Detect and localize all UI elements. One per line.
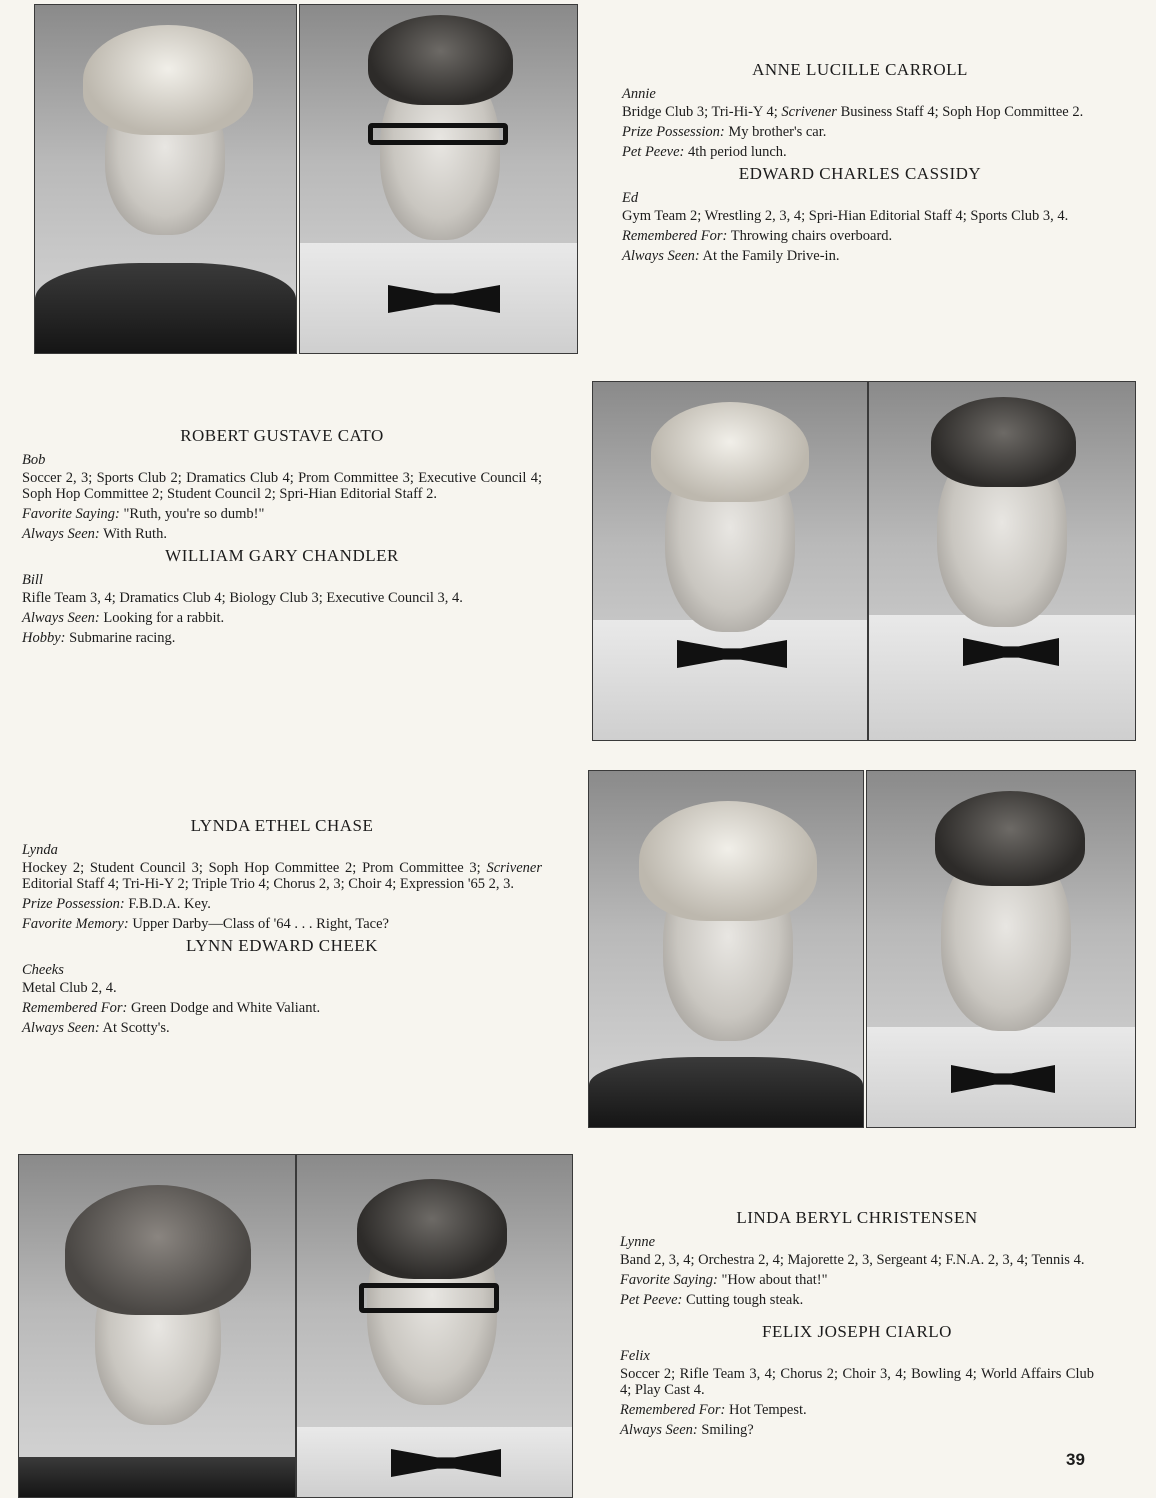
portrait-photo-cassidy <box>299 4 578 354</box>
student-fact <box>22 610 542 626</box>
bio-entry <box>622 166 1098 264</box>
portrait-photo-cheek <box>866 770 1136 1128</box>
bio-block-cato-chandler <box>22 428 542 650</box>
bio-block-christensen-ciarlo <box>620 1210 1094 1442</box>
portrait-photo-chandler <box>868 381 1136 741</box>
fact-label: Remembered For: <box>622 228 728 244</box>
publication-name: Scrivener <box>781 104 837 120</box>
student-activities <box>22 860 542 892</box>
portrait-photo-carroll <box>34 4 297 354</box>
fact-value: Cutting tough steak. <box>682 1292 804 1308</box>
portrait-photo-christensen <box>18 1154 296 1498</box>
student-fact <box>620 1402 1094 1418</box>
student-nickname: Cheeks <box>22 962 64 978</box>
fact-value: "Ruth, you're so dumb!" <box>119 506 265 522</box>
student-fact <box>622 124 1098 140</box>
student-name: ANNE LUCILLE CARROLL <box>752 60 968 79</box>
student-fact <box>620 1422 1094 1438</box>
portrait-photo-cato <box>592 381 868 741</box>
fact-label: Prize Possession: <box>22 896 125 912</box>
student-fact <box>22 1020 542 1036</box>
activities-text: Business Staff 4; Soph Hop Committee 2. <box>836 104 1084 120</box>
fact-value: Upper Darby—Class of '64 . . . Right, Tace? <box>128 916 389 932</box>
student-nickname: Felix <box>620 1348 650 1364</box>
student-name: ROBERT GUSTAVE CATO <box>180 426 384 445</box>
student-name: FELIX JOSEPH CIARLO <box>762 1322 952 1341</box>
fact-label: Remembered For: <box>22 1000 128 1016</box>
fact-label: Always Seen: <box>22 526 100 542</box>
fact-label: Pet Peeve: <box>620 1292 683 1308</box>
activities-text: Bridge Club 3; Tri-Hi-Y 4; <box>622 104 782 120</box>
activities-text: Editorial Staff 4; Tri-Hi-Y 2; Triple Trio 4; Chorus 2, 3; Choir 4; Expression '65 2, 3. <box>22 876 515 892</box>
fact-value: "How about that!" <box>717 1272 828 1288</box>
bio-entry <box>22 818 542 932</box>
student-activities: Soccer 2; Rifle Team 3, 4; Chorus 2; Choir 3, 4; Bowling 4; World Affairs Club 4; Play Cast 4. <box>620 1366 1094 1398</box>
bio-entry <box>22 428 542 542</box>
fact-label: Favorite Memory: <box>22 916 129 932</box>
fact-value: My brother's car. <box>724 124 827 140</box>
student-name: WILLIAM GARY CHANDLER <box>165 546 399 565</box>
page-number: 39 <box>1066 1450 1085 1469</box>
fact-value: With Ruth. <box>99 526 167 542</box>
student-name: LYNDA ETHEL CHASE <box>190 816 374 835</box>
student-fact <box>622 248 1098 264</box>
fact-label: Always Seen: <box>620 1422 698 1438</box>
fact-label: Hobby: <box>22 630 66 646</box>
fact-label: Remembered For: <box>620 1402 726 1418</box>
fact-label: Always Seen: <box>622 248 700 264</box>
fact-value: 4th period lunch. <box>684 144 787 160</box>
publication-name: Scrivener <box>486 860 542 876</box>
fact-value: Looking for a rabbit. <box>99 610 225 626</box>
fact-value: Submarine racing. <box>65 630 176 646</box>
student-nickname: Bob <box>22 452 46 468</box>
fact-label: Prize Possession: <box>622 124 725 140</box>
activities-text: Hockey 2; Student Council 3; Soph Hop Committee 2; Prom Committee 3; <box>22 860 487 876</box>
fact-label: Always Seen: <box>22 1020 100 1036</box>
fact-label: Always Seen: <box>22 610 100 626</box>
student-activities <box>622 104 1098 120</box>
student-fact <box>620 1272 1094 1288</box>
fact-label: Favorite Saying: <box>620 1272 718 1288</box>
bio-block-chase-cheek <box>22 818 542 1040</box>
student-nickname: Bill <box>22 572 43 588</box>
student-fact <box>22 896 542 912</box>
student-nickname: Lynda <box>22 842 58 858</box>
fact-value: At the Family Drive-in. <box>699 248 840 264</box>
student-activities: Rifle Team 3, 4; Dramatics Club 4; Biology Club 3; Executive Council 3, 4. <box>22 590 463 606</box>
student-nickname: Annie <box>622 86 656 102</box>
fact-value: At Scotty's. <box>99 1020 170 1036</box>
bio-entry <box>620 1210 1094 1308</box>
student-name: LINDA BERYL CHRISTENSEN <box>736 1208 978 1227</box>
bio-entry <box>620 1324 1094 1438</box>
fact-value: Green Dodge and White Valiant. <box>127 1000 321 1016</box>
fact-value: F.B.D.A. Key. <box>124 896 211 912</box>
bio-entry <box>22 938 542 1036</box>
student-name: EDWARD CHARLES CASSIDY <box>738 164 982 183</box>
student-activities: Band 2, 3, 4; Orchestra 2, 4; Majorette 2, 3, Sergeant 4; F.N.A. 2, 3, 4; Tennis 4. <box>620 1252 1085 1268</box>
student-nickname: Ed <box>622 190 639 206</box>
student-fact <box>622 144 1098 160</box>
student-name: LYNN EDWARD CHEEK <box>186 936 378 955</box>
portrait-photo-chase <box>588 770 864 1128</box>
student-fact <box>22 630 542 646</box>
fact-value: Smiling? <box>697 1422 754 1438</box>
bio-entry <box>22 548 542 646</box>
student-fact <box>620 1292 1094 1308</box>
student-fact <box>22 916 542 932</box>
student-activities: Metal Club 2, 4. <box>22 980 117 996</box>
student-activities: Soccer 2, 3; Sports Club 2; Dramatics Club 4; Prom Committee 3; Executive Council 4; Soph Hop Committee 2; Student Council 2; Spri-Hian Editorial Staff 2. <box>22 470 542 502</box>
student-fact <box>22 526 542 542</box>
student-fact <box>22 1000 542 1016</box>
fact-label: Pet Peeve: <box>622 144 685 160</box>
fact-label: Favorite Saying: <box>22 506 120 522</box>
bio-entry <box>622 62 1098 160</box>
portrait-photo-ciarlo <box>296 1154 573 1498</box>
student-fact <box>622 228 1098 244</box>
fact-value: Throwing chairs overboard. <box>727 228 893 244</box>
student-nickname: Lynne <box>620 1234 656 1250</box>
student-fact <box>22 506 542 522</box>
bio-block-carroll-cassidy <box>622 62 1098 268</box>
fact-value: Hot Tempest. <box>725 1402 807 1418</box>
student-activities: Gym Team 2; Wrestling 2, 3, 4; Spri-Hian Editorial Staff 4; Sports Club 3, 4. <box>622 208 1069 224</box>
